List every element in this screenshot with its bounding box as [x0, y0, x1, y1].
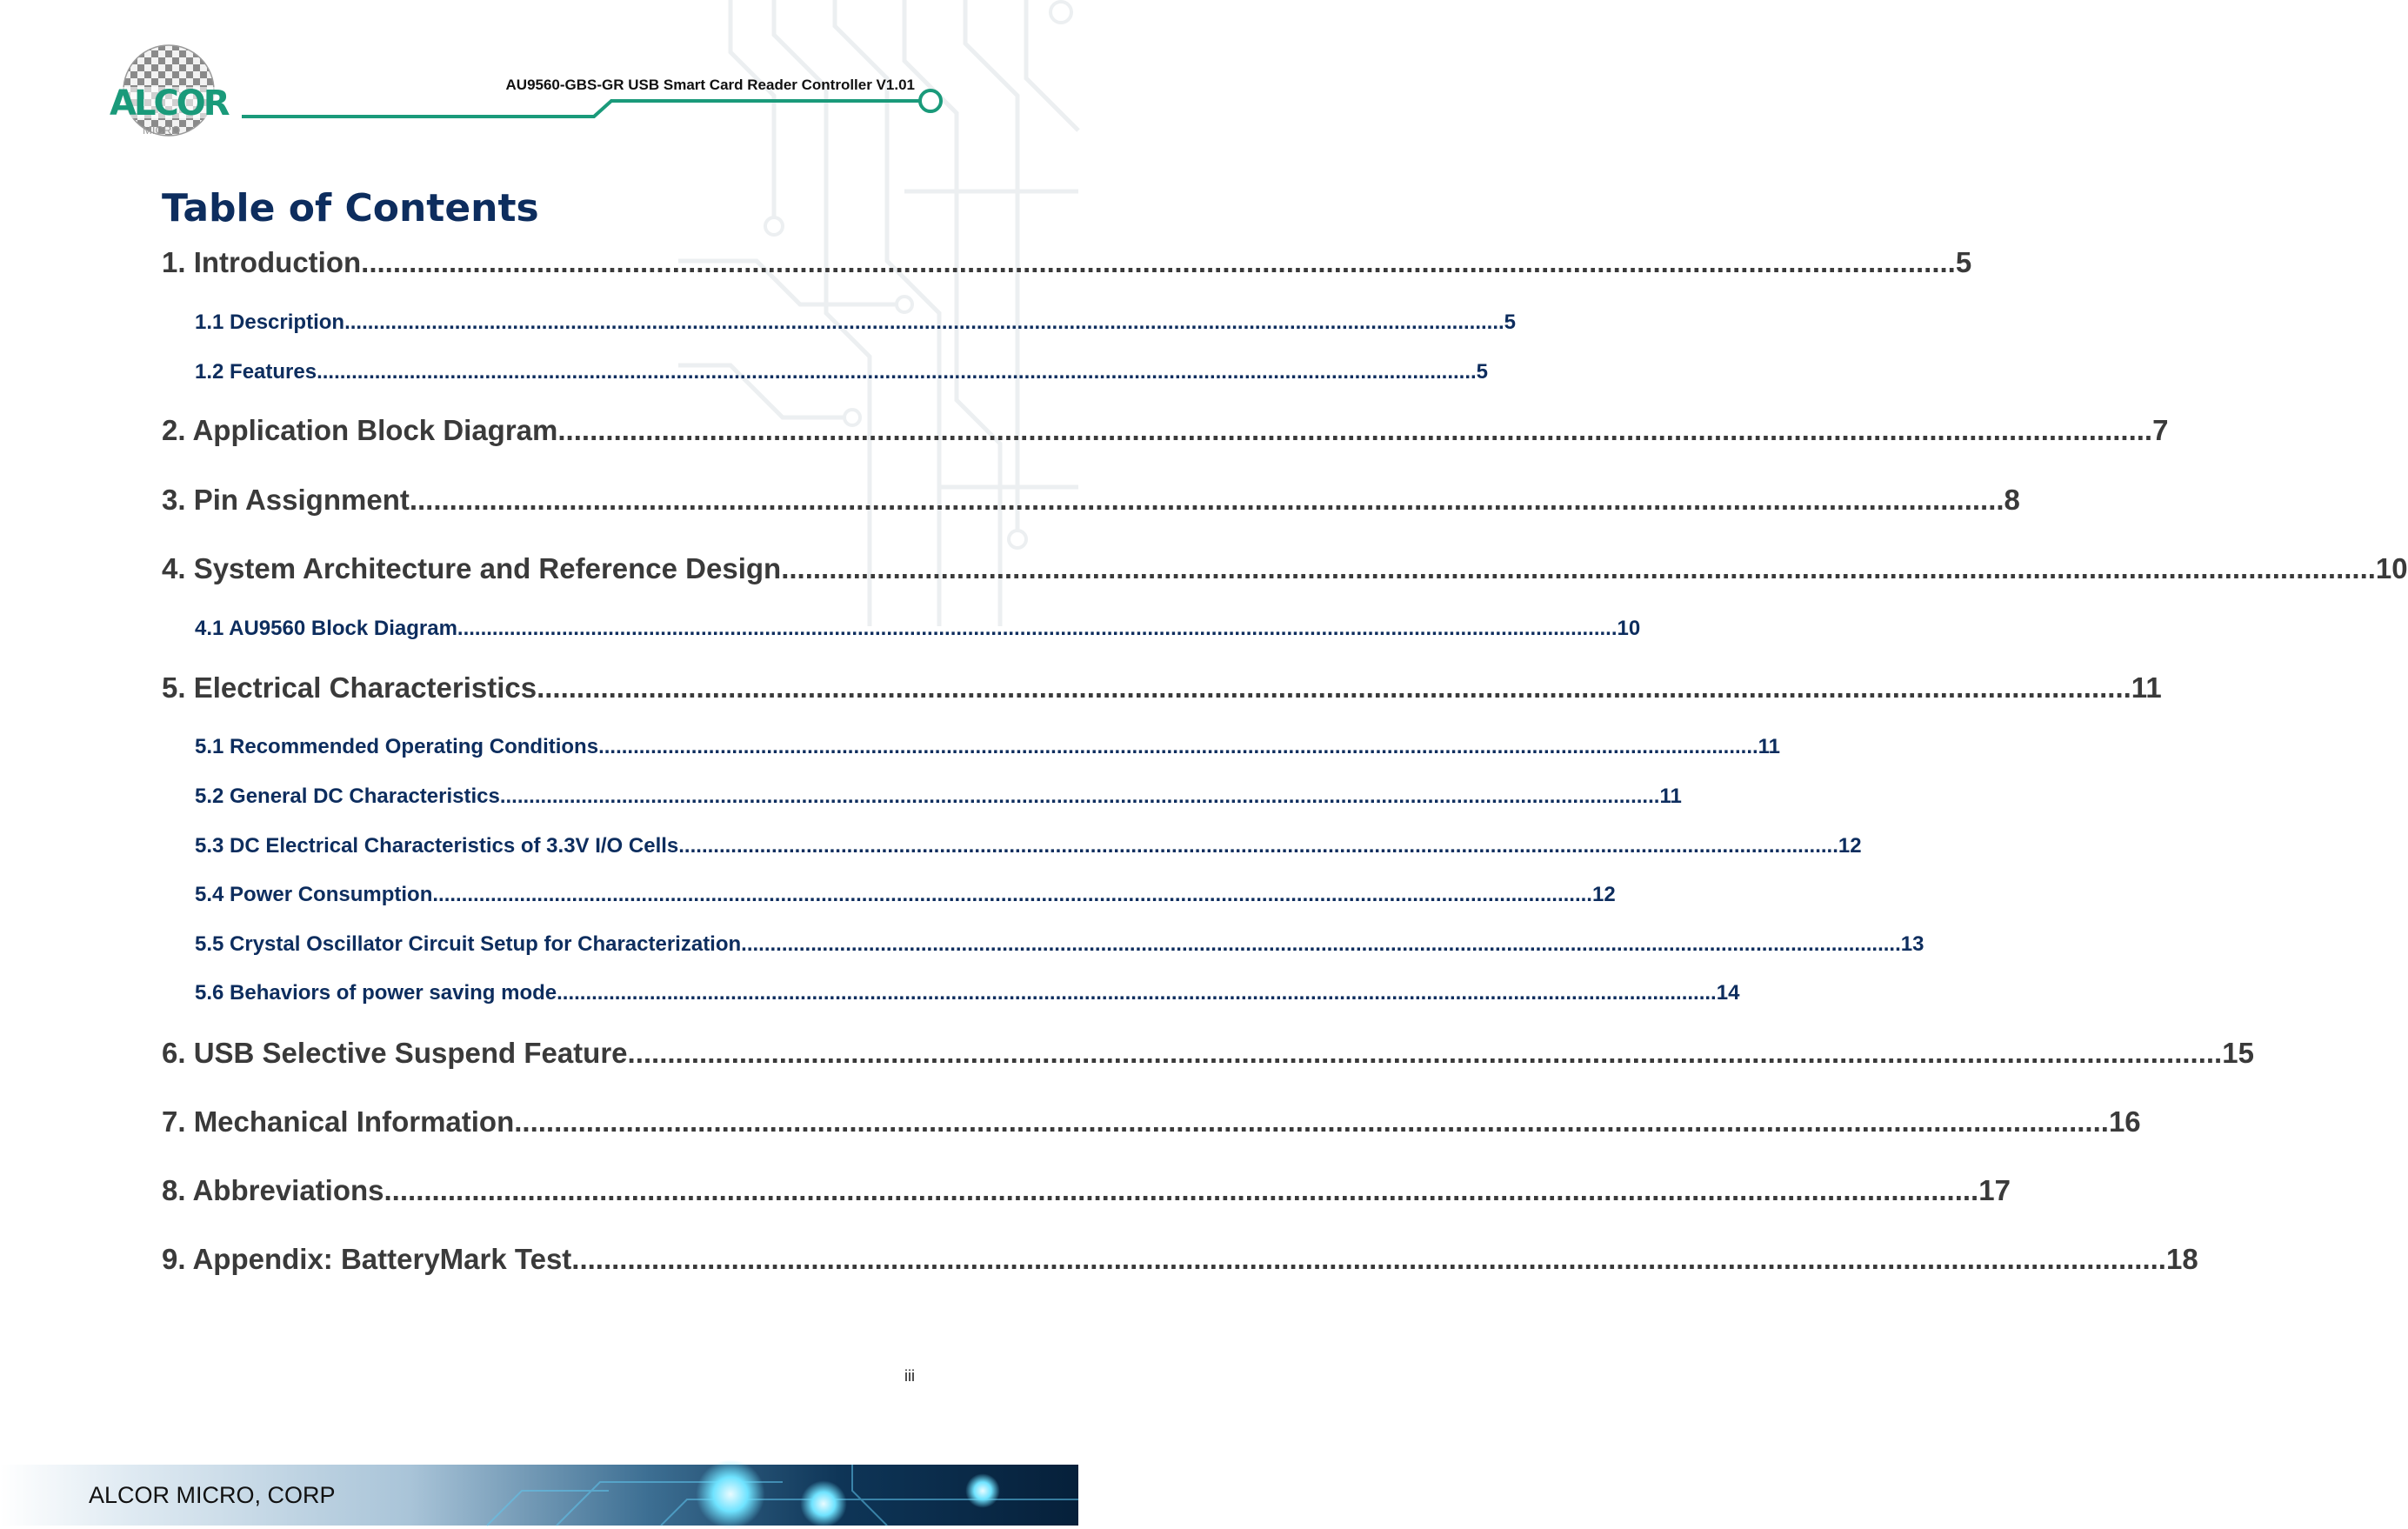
toc-entry-title: 5.3 DC Electrical Characteristics of 3.3V I/O Cells — [195, 834, 679, 858]
toc-leader-dots: ........................................................................................................................................................................................................ — [432, 883, 1592, 906]
toc-entry-page: 7 — [2152, 414, 2169, 446]
toc-entry-page: 18 — [2165, 1243, 2198, 1275]
document-header-title: AU9560-GBS-GR USB Smart Card Reader Controller V1.01 — [505, 77, 915, 93]
toc-entry-page: 8 — [2004, 484, 2020, 516]
toc-entry[interactable] — [162, 1173, 2011, 1208]
toc-entry-page: 10 — [1617, 617, 1641, 640]
toc-leader-dots: ........................................................................................................................................................................................................ — [627, 1037, 2223, 1069]
toc-entry-title: 4.1 AU9560 Block Diagram — [195, 617, 457, 640]
toc-leader-dots: ........................................................................................................................................................................................................ — [571, 1243, 2166, 1275]
logo-wordmark: ALCOR — [110, 83, 228, 124]
toc-entry-title: 5.2 General DC Characteristics — [195, 785, 500, 808]
toc-entry[interactable] — [195, 931, 1924, 958]
toc-entry-title: 1.2 Features — [195, 360, 317, 384]
footer-glow-dot — [965, 1473, 1000, 1508]
toc-entry[interactable] — [195, 734, 1781, 760]
toc-entry[interactable] — [195, 784, 1682, 810]
footer-glow-dot — [800, 1480, 847, 1527]
toc-entry[interactable] — [195, 833, 1862, 859]
toc-entry[interactable] — [162, 551, 2408, 586]
toc-leader-dots: ........................................................................................................................................................................................................ — [499, 785, 1660, 808]
toc-entry-page: 5 — [1504, 310, 1517, 334]
toc-entry-page: 11 — [1659, 785, 1682, 808]
toc-entry-title: 8. Abbreviations — [162, 1174, 384, 1206]
toc-leader-dots: ........................................................................................................................................................................................................ — [557, 981, 1717, 1005]
toc-entry-page: 12 — [1838, 834, 1862, 858]
toc-entry[interactable] — [162, 1105, 2141, 1139]
toc-entry-title: 5.4 Power Consumption — [195, 883, 433, 906]
toc-leader-dots: ........................................................................................................................................................................................................ — [361, 246, 1956, 278]
header-rule — [242, 82, 946, 125]
toc-entry-title: 9. Appendix: BatteryMark Test — [162, 1243, 572, 1275]
toc-entry-page: 11 — [2131, 671, 2162, 704]
toc-entry[interactable] — [195, 882, 1616, 908]
toc-entry-page: 16 — [2108, 1105, 2141, 1138]
toc-entry[interactable] — [195, 980, 1740, 1006]
toc-entry-page: 5 — [1955, 246, 1972, 278]
logo-subtext: MICRO — [143, 124, 181, 137]
toc-entry-title: 5.5 Crystal Oscillator Circuit Setup for Characterization — [195, 932, 742, 956]
footer-banner — [0, 1465, 1078, 1526]
toc-entry-title: 7. Mechanical Information — [162, 1105, 515, 1138]
toc-entry-page: 13 — [1900, 932, 1924, 956]
toc-leader-dots: ........................................................................................................................................................................................................ — [678, 834, 1838, 858]
toc-leader-dots: ........................................................................................................................................................................................................ — [598, 735, 1758, 758]
toc-entry[interactable] — [162, 413, 2169, 448]
toc-entry[interactable] — [162, 1242, 2198, 1277]
toc-entry[interactable] — [195, 359, 1489, 385]
toc-entry[interactable] — [162, 483, 2020, 517]
toc-leader-dots: ........................................................................................................................................................................................................ — [557, 414, 2153, 446]
toc-heading: Table of Contents — [162, 186, 539, 230]
toc-leader-dots: ........................................................................................................................................................................................................ — [409, 484, 2004, 516]
toc-leader-dots: ........................................................................................................................................................................................................ — [457, 617, 1618, 640]
toc-leader-dots: ........................................................................................................................................................................................................ — [344, 310, 1504, 334]
toc-entry-title: 3. Pin Assignment — [162, 484, 410, 516]
toc-leader-dots: ........................................................................................................................................................................................................ — [741, 932, 1901, 956]
toc-entry-page: 5 — [1476, 360, 1489, 384]
toc-entry-title: 4. System Architecture and Reference Design — [162, 552, 782, 584]
toc-leader-dots: ........................................................................................................................................................................................................ — [781, 552, 2376, 584]
toc-entry[interactable] — [162, 245, 1972, 280]
toc-entry-title: 5. Electrical Characteristics — [162, 671, 537, 704]
toc-entry[interactable] — [162, 1036, 2254, 1071]
toc-leader-dots: ........................................................................................................................................................................................................ — [514, 1105, 2109, 1138]
toc-leader-dots: ........................................................................................................................................................................................................ — [537, 671, 2131, 704]
toc-entry[interactable] — [195, 310, 1517, 336]
toc-entry-title: 2. Application Block Diagram — [162, 414, 558, 446]
toc-entry-page: 14 — [1716, 981, 1740, 1005]
toc-entry-page: 17 — [1978, 1174, 2011, 1206]
toc-entry-page: 10 — [2375, 552, 2408, 584]
toc-entry-page: 12 — [1591, 883, 1616, 906]
toc-entry[interactable] — [162, 671, 2162, 705]
toc-leader-dots: ........................................................................................................................................................................................................ — [317, 360, 1477, 384]
page-number: iii — [904, 1367, 915, 1385]
toc-leader-dots: ........................................................................................................................................................................................................ — [384, 1174, 1979, 1206]
footer-company-name: ALCOR MICRO, CORP — [89, 1482, 336, 1508]
footer-glow-dot — [696, 1459, 765, 1529]
toc-entry-title: 6. USB Selective Suspend Feature — [162, 1037, 628, 1069]
toc-entry-title: 1. Introduction — [162, 246, 362, 278]
toc-entry-title: 5.1 Recommended Operating Conditions — [195, 735, 599, 758]
toc-entry-page: 15 — [2222, 1037, 2254, 1069]
toc-entry-title: 1.1 Description — [195, 310, 345, 334]
alcor-micro-logo — [110, 43, 238, 144]
toc-entry-title: 5.6 Behaviors of power saving mode — [195, 981, 557, 1005]
toc-entry-page: 11 — [1758, 735, 1781, 758]
toc-entry[interactable] — [195, 616, 1641, 642]
